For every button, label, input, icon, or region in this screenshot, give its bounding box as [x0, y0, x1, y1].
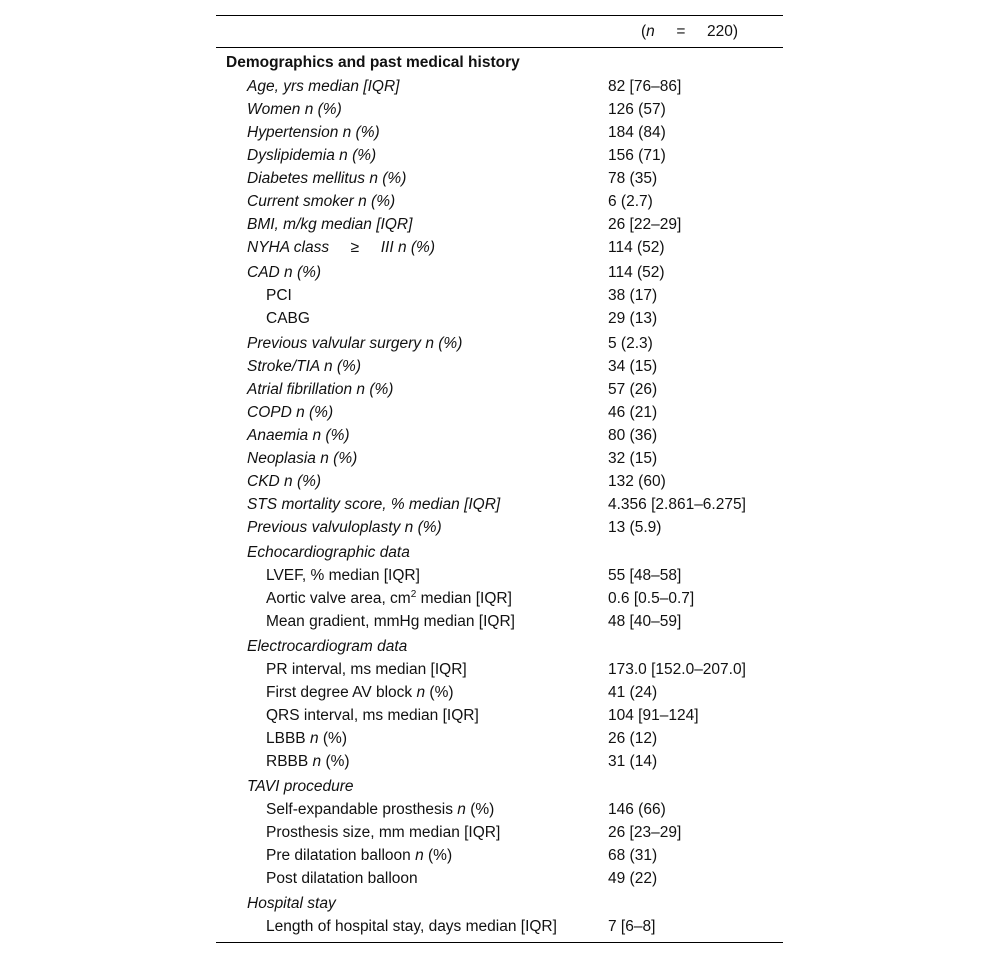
row-value: 31 (14): [608, 753, 658, 770]
row-value: 26 [23–29]: [608, 824, 682, 841]
row-label: [266, 750, 350, 773]
row-label: Post dilatation balloon: [266, 870, 418, 887]
table-row-age: [216, 75, 783, 98]
row-value: 114 (52): [608, 264, 665, 281]
table-row-pr: [216, 658, 783, 681]
subheading-echo: [216, 539, 783, 564]
rbbb-n-symbol: n: [312, 753, 322, 770]
row-label: Previous valvular surgery n (%): [247, 335, 463, 352]
row-label: Atrial fibrillation n (%): [247, 381, 394, 398]
table-row-neoplasia: [216, 447, 783, 470]
row-value: 34 (15): [608, 358, 658, 375]
row-value: 13 (5.9): [608, 519, 662, 536]
predil-n-symbol: n: [415, 847, 424, 864]
row-label: CABG: [266, 310, 310, 327]
row-label: Diabetes mellitus n (%): [247, 170, 407, 187]
lbbb-n-symbol: n: [309, 730, 319, 747]
bottom-rule: [216, 942, 783, 943]
table-row-af: [216, 378, 783, 401]
row-label: Electrocardiogram data: [247, 638, 408, 655]
row-value: 46 (21): [608, 404, 658, 421]
table-row-cad: [216, 259, 783, 284]
table-body: [216, 48, 783, 942]
row-value: 82 [76–86]: [608, 78, 682, 95]
row-value: 29 (13): [608, 310, 658, 327]
row-label: Women n (%): [247, 101, 342, 118]
selfexp-n-symbol: n: [457, 801, 466, 818]
section-title: Demographics and past medical history: [226, 54, 520, 71]
selfexp-label-b: (%): [465, 801, 495, 818]
table-row-sts: [216, 493, 783, 516]
row-label: PCI: [266, 287, 292, 304]
header-equals: =: [676, 23, 686, 40]
table-row-lvef: [216, 564, 783, 587]
row-label: STS mortality score, % median [IQR]: [247, 496, 501, 513]
row-label: Age, yrs median [IQR]: [247, 78, 400, 95]
row-label: Prosthesis size, mm median [IQR]: [266, 824, 501, 841]
row-value: 38 (17): [608, 287, 658, 304]
table-row-lbbb: [216, 727, 783, 750]
row-label: [266, 727, 347, 750]
table-row-postdil: [216, 867, 783, 890]
avblock-n-symbol: n: [416, 684, 426, 701]
table-row-dyslipidemia: [216, 144, 783, 167]
subheading-ecg: [216, 633, 783, 658]
row-value: 104 [91–124]: [608, 707, 699, 724]
row-label: Neoplasia n (%): [247, 450, 358, 467]
row-label: Stroke/TIA n (%): [247, 358, 361, 375]
row-label: Anaemia n (%): [247, 427, 350, 444]
row-value: 26 [22–29]: [608, 216, 682, 233]
ava-superscript: 2: [410, 589, 417, 600]
table-row-copd: [216, 401, 783, 424]
table-row-ckd: [216, 470, 783, 493]
row-value: 114 (52): [608, 239, 665, 256]
row-label: Hypertension n (%): [247, 124, 380, 141]
row-label: [247, 236, 435, 259]
table-row-valvuloplasty: [216, 516, 783, 539]
nyha-ge-symbol: ≥: [350, 239, 360, 256]
table-row-rbbb: [216, 750, 783, 773]
row-label: [266, 681, 454, 704]
table-row-ava: [216, 587, 783, 610]
avblock-label-b: (%): [425, 684, 454, 701]
nyha-label-a: NYHA class: [247, 239, 330, 256]
subheading-stay: [216, 890, 783, 915]
table-row-nyha: [216, 236, 783, 259]
row-value: 184 (84): [608, 124, 666, 141]
row-value: 6 (2.7): [608, 193, 653, 210]
rbbb-label-a: RBBB: [266, 753, 313, 770]
row-value: 5 (2.3): [608, 335, 653, 352]
table-row-predil: [216, 844, 783, 867]
selfexp-label-a: Self-expandable prosthesis: [266, 801, 458, 818]
row-label: LVEF, % median [IQR]: [266, 567, 420, 584]
row-label: PR interval, ms median [IQR]: [266, 661, 467, 678]
header-count: 220): [706, 23, 738, 40]
row-value: 26 (12): [608, 730, 658, 747]
table-row-avblock: [216, 681, 783, 704]
row-label: QRS interval, ms median [IQR]: [266, 707, 479, 724]
row-value: 78 (35): [608, 170, 658, 187]
table-row-smoker: [216, 190, 783, 213]
row-label: Length of hospital stay, days median [IQR]: [266, 918, 557, 935]
baseline-characteristics-table: [216, 15, 783, 943]
table-row-prev-surgery: [216, 330, 783, 355]
row-label: Hospital stay: [247, 895, 336, 912]
row-value: 68 (31): [608, 847, 658, 864]
table-row-diabetes: [216, 167, 783, 190]
row-label: Current smoker n (%): [247, 193, 396, 210]
row-value: 32 (15): [608, 450, 658, 467]
table-row-qrs: [216, 704, 783, 727]
row-value: 132 (60): [608, 473, 666, 490]
predil-label-b: (%): [423, 847, 453, 864]
nyha-label-b: III n (%): [380, 239, 435, 256]
row-value: 7 [6–8]: [608, 918, 656, 935]
table-row-selfexp: [216, 798, 783, 821]
row-value: 41 (24): [608, 684, 658, 701]
row-value: 146 (66): [608, 801, 666, 818]
row-value: 55 [48–58]: [608, 567, 682, 584]
table-row-hypertension: [216, 121, 783, 144]
section-row: [216, 50, 783, 75]
row-value: 173.0 [152.0–207.0]: [608, 661, 746, 678]
table-row-stroke: [216, 355, 783, 378]
row-label: CAD n (%): [247, 264, 322, 281]
table-row-bmi: [216, 213, 783, 236]
avblock-label-a: First degree AV block: [266, 684, 417, 701]
predil-label-a: Pre dilatation balloon: [266, 847, 416, 864]
row-label: BMI, m/kg median [IQR]: [247, 216, 413, 233]
row-label: CKD n (%): [247, 473, 322, 490]
table-row-size: [216, 821, 783, 844]
table-row-women: [216, 98, 783, 121]
row-value: 48 [40–59]: [608, 613, 682, 630]
table-row-gradient: [216, 610, 783, 633]
row-label: [266, 587, 512, 610]
row-label: Previous valvuloplasty n (%): [247, 519, 442, 536]
row-value: 156 (71): [608, 147, 666, 164]
row-label: Dyslipidemia n (%): [247, 147, 377, 164]
row-value: 126 (57): [608, 101, 666, 118]
ava-label-a: Aortic valve area, cm: [266, 590, 411, 607]
row-label: TAVI procedure: [247, 778, 354, 795]
row-label: Echocardiographic data: [247, 544, 410, 561]
row-label: [266, 798, 494, 821]
subheading-tavi: [216, 773, 783, 798]
row-label: [266, 844, 452, 867]
row-value: 0.6 [0.5–0.7]: [608, 590, 695, 607]
header-open-paren: (: [641, 23, 647, 40]
row-value: 49 (22): [608, 870, 658, 887]
table-row-pci: [216, 284, 783, 307]
table-row-anaemia: [216, 424, 783, 447]
row-label: COPD n (%): [247, 404, 334, 421]
table-row-cabg: [216, 307, 783, 330]
ava-label-b: median [IQR]: [416, 590, 512, 607]
row-value: 80 (36): [608, 427, 658, 444]
lbbb-label-a: LBBB: [266, 730, 310, 747]
header-n-symbol: n: [646, 23, 655, 40]
row-value: 57 (26): [608, 381, 658, 398]
row-value: 4.356 [2.861–6.275]: [608, 496, 746, 513]
rbbb-label-b: (%): [321, 753, 350, 770]
table-header-row: [216, 16, 783, 47]
header-n-cell: [641, 23, 738, 41]
row-label: Mean gradient, mmHg median [IQR]: [266, 613, 515, 630]
table-row-los: [216, 915, 783, 938]
lbbb-label-b: (%): [318, 730, 347, 747]
